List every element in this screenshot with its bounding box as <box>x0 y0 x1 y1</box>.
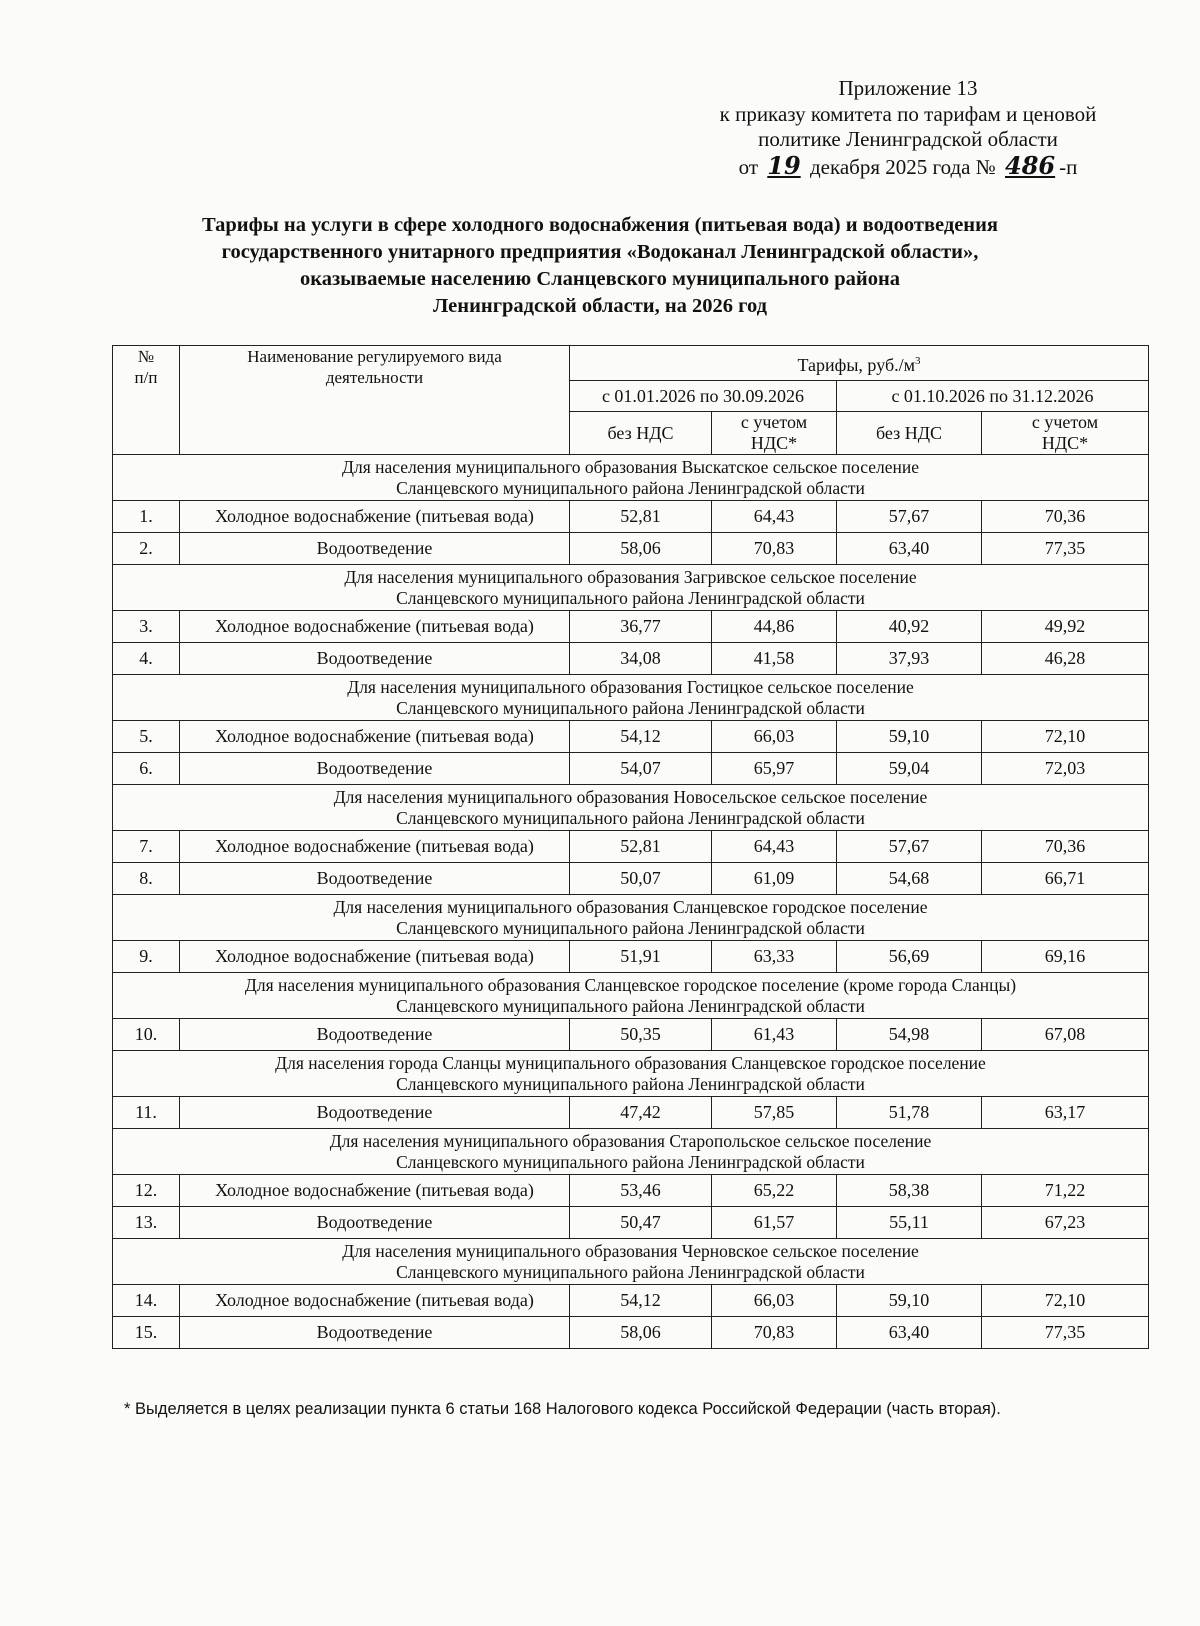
title-line-1: Тарифы на услуги в сфере холодного водоснабжения (питьевая вода) и водоотведения <box>201 214 999 236</box>
row-activity: Водоотведение <box>180 1317 570 1349</box>
row-activity: Водоотведение <box>180 1019 570 1051</box>
annex-line-3: политике Ленинградской области <box>758 127 1058 151</box>
tariff-with-vat-period-2: 66,71 <box>982 863 1149 895</box>
row-number: 2. <box>113 533 180 565</box>
group-header: Для населения города Сланцы муниципального образования Сланцевское городское поселение Сланцевского муниципального района Ленинградской области <box>113 1051 1149 1097</box>
row-activity: Водоотведение <box>180 533 570 565</box>
annex-header <box>668 76 1148 180</box>
header-period-2: с 01.10.2026 по 31.12.2026 <box>837 381 1149 412</box>
group-header: Для населения муниципального образования Новосельское сельское поселение Сланцевского муниципального района Ленинградской области <box>113 785 1149 831</box>
tariff-with-vat-period-1: 64,43 <box>712 831 837 863</box>
tariff-with-vat-period-2: 71,22 <box>982 1175 1149 1207</box>
header-with-vat-2: с учетом НДС* <box>982 412 1149 455</box>
table-row <box>113 611 1149 643</box>
row-activity: Водоотведение <box>180 753 570 785</box>
row-activity: Холодное водоснабжение (питьевая вода) <box>180 1285 570 1317</box>
handwritten-day: 19 <box>767 150 801 180</box>
tariff-no-vat-period-2: 58,38 <box>837 1175 982 1207</box>
row-number: 13. <box>113 1207 180 1239</box>
header-with-vat-1: с учетом НДС* <box>712 412 837 455</box>
group-header: Для населения муниципального образования Загривское сельское поселение Сланцевского муниципального района Ленинградской области <box>113 565 1149 611</box>
tariff-with-vat-period-1: 57,85 <box>712 1097 837 1129</box>
row-number: 10. <box>113 1019 180 1051</box>
tariff-no-vat-period-2: 59,10 <box>837 721 982 753</box>
tariff-no-vat-period-1: 36,77 <box>570 611 712 643</box>
row-number: 3. <box>113 611 180 643</box>
table-row <box>113 643 1149 675</box>
tariff-with-vat-period-2: 46,28 <box>982 643 1149 675</box>
header-number: № п/п <box>113 346 180 455</box>
table-row <box>113 831 1149 863</box>
tariff-no-vat-period-1: 34,08 <box>570 643 712 675</box>
date-middle: декабря 2025 года № <box>809 154 996 179</box>
title-line-4: Ленинградской области, на 2026 год <box>433 295 767 317</box>
tariff-no-vat-period-1: 54,12 <box>570 721 712 753</box>
tariff-with-vat-period-2: 77,35 <box>982 1317 1149 1349</box>
row-number: 4. <box>113 643 180 675</box>
table-row <box>113 1285 1149 1317</box>
tariff-table <box>112 345 1149 1349</box>
tariff-with-vat-period-1: 61,43 <box>712 1019 837 1051</box>
header-tariffs: Тарифы, $руб./м^3$ <box>570 346 1149 381</box>
tariff-with-vat-period-2: 72,10 <box>982 1285 1149 1317</box>
tariff-no-vat-period-2: 54,98 <box>837 1019 982 1051</box>
document-title <box>40 212 1160 320</box>
tariff-with-vat-period-1: 63,33 <box>712 941 837 973</box>
row-number: 8. <box>113 863 180 895</box>
tariff-with-vat-period-1: 65,22 <box>712 1175 837 1207</box>
tariff-with-vat-period-1: 70,83 <box>712 533 837 565</box>
tariff-with-vat-period-1: 66,03 <box>712 721 837 753</box>
row-number: 6. <box>113 753 180 785</box>
tariff-no-vat-period-1: 58,06 <box>570 1317 712 1349</box>
tariff-with-vat-period-2: 70,36 <box>982 831 1149 863</box>
tariff-no-vat-period-1: 50,47 <box>570 1207 712 1239</box>
table-row <box>113 753 1149 785</box>
row-activity: Холодное водоснабжение (питьевая вода) <box>180 1175 570 1207</box>
date-prefix: от <box>738 154 759 179</box>
header-activity: Наименование регулируемого вида деятельности <box>180 346 570 455</box>
row-number: 15. <box>113 1317 180 1349</box>
table-row <box>113 501 1149 533</box>
row-activity: Холодное водоснабжение (питьевая вода) <box>180 611 570 643</box>
tariff-no-vat-period-2: 40,92 <box>837 611 982 643</box>
tariff-with-vat-period-2: 72,10 <box>982 721 1149 753</box>
row-activity: Холодное водоснабжение (питьевая вода) <box>180 831 570 863</box>
tariff-no-vat-period-2: 63,40 <box>837 1317 982 1349</box>
number-suffix: -п <box>1059 154 1078 179</box>
tariff-with-vat-period-2: 72,03 <box>982 753 1149 785</box>
tariff-with-vat-period-1: 64,43 <box>712 501 837 533</box>
tariff-with-vat-period-1: 66,03 <box>712 1285 837 1317</box>
row-number: 9. <box>113 941 180 973</box>
tariff-with-vat-period-2: 70,36 <box>982 501 1149 533</box>
tariff-no-vat-period-2: 51,78 <box>837 1097 982 1129</box>
annex-line-1: Приложение 13 <box>838 76 978 100</box>
tariff-with-vat-period-1: 65,97 <box>712 753 837 785</box>
group-header: Для населения муниципального образования Черновское сельское поселение Сланцевского муниципального района Ленинградской области <box>113 1239 1149 1285</box>
tariff-no-vat-period-1: 51,91 <box>570 941 712 973</box>
tariff-no-vat-period-1: 53,46 <box>570 1175 712 1207</box>
header-no-vat-1: без НДС <box>570 412 712 455</box>
row-activity: Холодное водоснабжение (питьевая вода) <box>180 501 570 533</box>
tariff-no-vat-period-1: 47,42 <box>570 1097 712 1129</box>
row-activity: Водоотведение <box>180 863 570 895</box>
tariff-with-vat-period-2: 69,16 <box>982 941 1149 973</box>
table-row <box>113 1317 1149 1349</box>
row-number: 7. <box>113 831 180 863</box>
tariff-with-vat-period-2: 49,92 <box>982 611 1149 643</box>
table-row <box>113 1019 1149 1051</box>
table-row <box>113 863 1149 895</box>
group-header: Для населения муниципального образования Старопольское сельское поселение Сланцевского муниципального района Ленинградской области <box>113 1129 1149 1175</box>
tariff-with-vat-period-1: 61,09 <box>712 863 837 895</box>
tariff-with-vat-period-2: 63,17 <box>982 1097 1149 1129</box>
tariff-with-vat-period-2: 67,23 <box>982 1207 1149 1239</box>
header-no-vat-2: без НДС <box>837 412 982 455</box>
title-line-3: оказываемые населению Сланцевского муниципального района <box>299 268 901 290</box>
tariff-no-vat-period-2: 59,04 <box>837 753 982 785</box>
tariff-no-vat-period-2: 56,69 <box>837 941 982 973</box>
tariff-no-vat-period-1: 50,07 <box>570 863 712 895</box>
tariff-no-vat-period-2: 55,11 <box>837 1207 982 1239</box>
row-number: 12. <box>113 1175 180 1207</box>
row-activity: Холодное водоснабжение (питьевая вода) <box>180 941 570 973</box>
footnote: * Выделяется в целях реализации пункта 6 статьи 168 Налогового кодекса Российской Федерации (часть вторая). <box>124 1400 1001 1418</box>
annex-line-2: к приказу комитета по тарифам и ценовой <box>719 101 1097 126</box>
table-row <box>113 533 1149 565</box>
row-number: 11. <box>113 1097 180 1129</box>
tariff-with-vat-period-1: 44,86 <box>712 611 837 643</box>
tariff-with-vat-period-1: 70,83 <box>712 1317 837 1349</box>
table-row <box>113 941 1149 973</box>
row-activity: Водоотведение <box>180 643 570 675</box>
row-number: 14. <box>113 1285 180 1317</box>
group-header: Для населения муниципального образования Гостицкое сельское поселение Сланцевского муниципального района Ленинградской области <box>113 675 1149 721</box>
tariff-no-vat-period-2: 59,10 <box>837 1285 982 1317</box>
tariff-no-vat-period-1: 58,06 <box>570 533 712 565</box>
tariff-no-vat-period-2: 63,40 <box>837 533 982 565</box>
tariff-with-vat-period-1: 61,57 <box>712 1207 837 1239</box>
tariff-no-vat-period-1: 54,07 <box>570 753 712 785</box>
table-row <box>113 1175 1149 1207</box>
row-activity: Водоотведение <box>180 1097 570 1129</box>
table-row <box>113 721 1149 753</box>
header-period-1: с 01.01.2026 по 30.09.2026 <box>570 381 837 412</box>
table-row <box>113 1207 1149 1239</box>
tariff-no-vat-period-1: 52,81 <box>570 501 712 533</box>
group-header: Для населения муниципального образования Выскатское сельское поселение Сланцевского муниципального района Ленинградской области <box>113 455 1149 501</box>
group-header: Для населения муниципального образования Сланцевское городское поселение (кроме города Сланцы) Сланцевского муниципального района Ленинградской области <box>113 973 1149 1019</box>
tariff-no-vat-period-1: 54,12 <box>570 1285 712 1317</box>
group-header: Для населения муниципального образования Сланцевское городское поселение Сланцевского муниципального района Ленинградской области <box>113 895 1149 941</box>
row-activity: Водоотведение <box>180 1207 570 1239</box>
tariff-no-vat-period-1: 52,81 <box>570 831 712 863</box>
tariff-with-vat-period-2: 67,08 <box>982 1019 1149 1051</box>
annex-date-line <box>668 150 1148 181</box>
handwritten-order-number: 486 <box>1005 150 1056 180</box>
tariff-no-vat-period-2: 37,93 <box>837 643 982 675</box>
tariff-no-vat-period-2: 54,68 <box>837 863 982 895</box>
row-number: 1. <box>113 501 180 533</box>
title-line-2: государственного унитарного предприятия «Водоканал Ленинградской области», <box>221 241 979 263</box>
row-activity: Холодное водоснабжение (питьевая вода) <box>180 721 570 753</box>
tariff-with-vat-period-2: 77,35 <box>982 533 1149 565</box>
tariff-no-vat-period-2: 57,67 <box>837 501 982 533</box>
tariff-with-vat-period-1: 41,58 <box>712 643 837 675</box>
tariff-no-vat-period-2: 57,67 <box>837 831 982 863</box>
table-row <box>113 1097 1149 1129</box>
row-number: 5. <box>113 721 180 753</box>
tariff-no-vat-period-1: 50,35 <box>570 1019 712 1051</box>
